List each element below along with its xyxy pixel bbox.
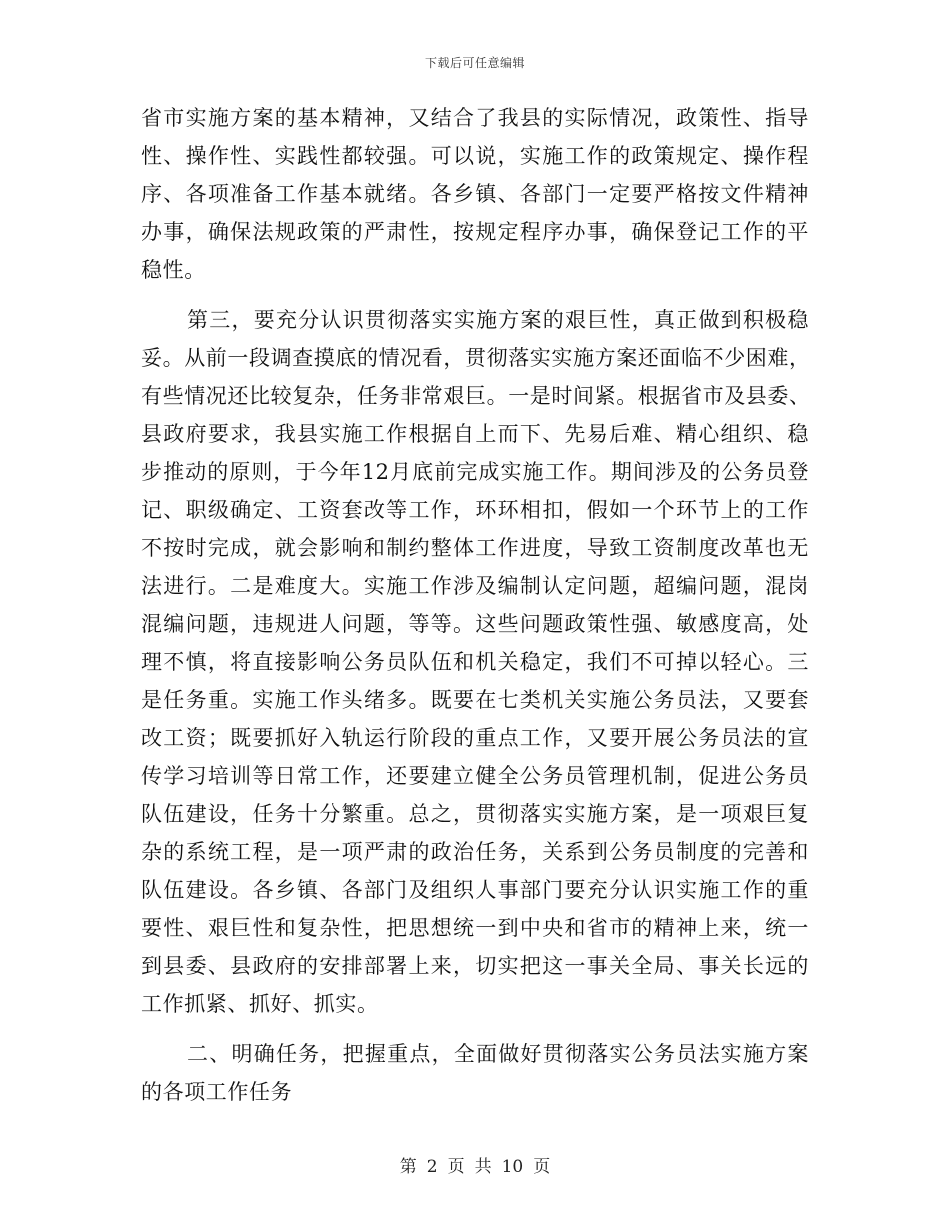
- text-line: 步推动的原则，于今年12月底前完成实施工作。期间涉及的公务员登: [141, 460, 809, 484]
- current-page-number: 2: [426, 1157, 438, 1177]
- total-label: 共: [474, 1157, 492, 1177]
- text-line: 是任务重。实施工作头绪多。既要在七类机关实施公务员法，又要套: [141, 688, 809, 712]
- document-body: [141, 99, 809, 1111]
- paragraph-2: [141, 301, 809, 1023]
- text-line: 队伍建设。各乡镇、各部门及组织人事部门要充分认识实施工作的重: [141, 878, 809, 902]
- text-line: 记、职级确定、工资套改等工作，环环相扣，假如一个环节上的工作: [141, 498, 809, 522]
- text-line: 法进行。二是难度大。实施工作涉及编制认定问题，超编问题，混岗: [141, 574, 809, 598]
- text-line: 理不慎，将直接影响公务员队伍和机关稳定，我们不可掉以轻心。三: [141, 650, 809, 674]
- text-line: 序、各项准备工作基本就绪。各乡镇、各部门一定要严格按文件精神: [141, 182, 809, 206]
- text-line: 到县委、县政府的安排部署上来，切实把这一事关全局、事关长远的: [141, 954, 809, 978]
- paragraph-1: [141, 99, 809, 289]
- text-line: 稳性。: [141, 258, 206, 282]
- text-line: 队伍建设，任务十分繁重。总之，贯彻落实实施方案，是一项艰巨复: [141, 802, 809, 826]
- total-pages-number: 10: [501, 1157, 524, 1177]
- text-line: 办事，确保法规政策的严肃性，按规定程序办事，确保登记工作的平: [141, 220, 809, 244]
- text-line: 不按时完成，就会影响和制约整体工作进度，导致工资制度改革也无: [141, 536, 809, 560]
- paragraph-3-section-heading: [141, 1035, 809, 1111]
- text-line: 改工资；既要抓好入轨运行阶段的重点工作，又要开展公务员法的宣: [141, 726, 809, 750]
- text-line: 要性、艰巨性和复杂性，把思想统一到中央和省市的精神上来，统一: [141, 916, 809, 940]
- text-line: 工作抓紧、抓好、抓实。: [141, 992, 379, 1016]
- text-line: 二、明确任务，把握重点，全面做好贯彻落实公务员法实施方案: [187, 1042, 809, 1066]
- page-label-mid: 页: [447, 1157, 465, 1177]
- page-label-prefix: 第: [399, 1157, 417, 1177]
- text-line: 妥。从前一段调查摸底的情况看，贯彻落实实施方案还面临不少困难，: [141, 346, 811, 370]
- page-label-suffix: 页: [533, 1157, 551, 1177]
- text-line: 的各项工作任务: [141, 1080, 293, 1104]
- page-header-note: 下载后可任意编辑: [424, 56, 525, 70]
- text-line: 县政府要求，我县实施工作根据自上而下、先易后难、精心组织、稳: [141, 422, 809, 446]
- text-line: 杂的系统工程，是一项严肃的政治任务，关系到公务员制度的完善和: [141, 840, 809, 864]
- text-line: 传学习培训等日常工作，还要建立健全公务员管理机制，促进公务员: [141, 764, 809, 788]
- text-line: 第三，要充分认识贯彻落实实施方案的艰巨性，真正做到积极稳: [187, 308, 809, 332]
- text-line: 有些情况还比较复杂，任务非常艰巨。一是时间紧。根据省市及县委、: [141, 384, 811, 408]
- text-line: 性、操作性、实践性都较强。可以说，实施工作的政策规定、操作程: [141, 144, 809, 168]
- text-line: 混编问题，违规进人问题，等等。这些问题政策性强、敏感度高，处: [141, 612, 809, 636]
- text-line: 省市实施方案的基本精神，又结合了我县的实际情况，政策性、指导: [141, 106, 809, 130]
- page-footer: [0, 1152, 950, 1177]
